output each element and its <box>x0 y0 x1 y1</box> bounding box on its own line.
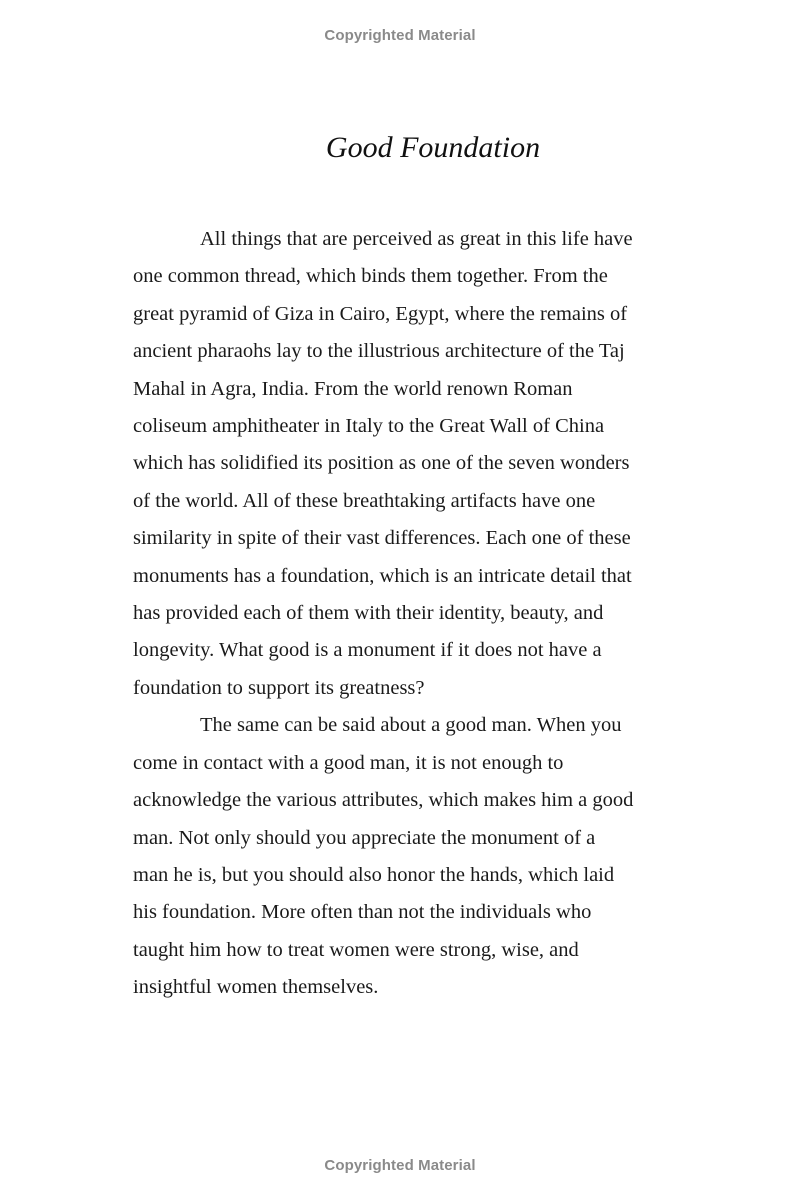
text-line: coliseum amphitheater in Italy to the Great Wall of China <box>133 415 605 438</box>
text-line: acknowledge the various attributes, which makes him a good <box>133 789 634 812</box>
text-line: The same can be said about a good man. When you <box>200 714 622 737</box>
text-line: has provided each of them with their identity, beauty, and <box>133 602 604 625</box>
text-line: longevity. What good is a monument if it does not have a <box>133 639 602 662</box>
text-line: All things that are perceived as great in this life have <box>200 228 633 250</box>
copyright-watermark-bottom: Copyrighted Material <box>324 1157 476 1174</box>
paragraph-2 <box>133 707 661 1006</box>
text-line: man. Not only should you appreciate the monument of a <box>133 826 596 849</box>
chapter-title: Good Foundation <box>325 131 541 164</box>
copyright-watermark-top: Copyrighted Material <box>324 27 476 44</box>
text-line: which has solidified its position as one of the seven wonders <box>133 452 630 475</box>
text-line: foundation to support its greatness? <box>133 676 425 699</box>
text-line: taught him how to treat women were strong, wise, and <box>133 938 579 961</box>
text-line: of the world. All of these breathtaking artifacts have one <box>133 489 596 512</box>
text-line: man he is, but you should also honor the hands, which laid <box>133 863 615 886</box>
text-line: similarity in spite of their vast differences. Each one of these <box>133 527 631 550</box>
text-line: ancient pharaohs lay to the illustrious architecture of the Taj <box>133 340 625 363</box>
paragraph-1 <box>133 221 661 707</box>
text-line: great pyramid of Giza in Cairo, Egypt, where the remains of <box>133 302 628 325</box>
text-line: come in contact with a good man, it is not enough to <box>133 751 564 774</box>
text-line: Mahal in Agra, India. From the world renown Roman <box>133 377 573 400</box>
body-text <box>133 221 661 1007</box>
text-line: insightful women themselves. <box>133 976 379 999</box>
text-line: one common thread, which binds them together. From the <box>133 265 608 288</box>
text-line: his foundation. More often than not the individuals who <box>133 901 592 924</box>
text-line: monuments has a foundation, which is an intricate detail that <box>133 564 632 587</box>
